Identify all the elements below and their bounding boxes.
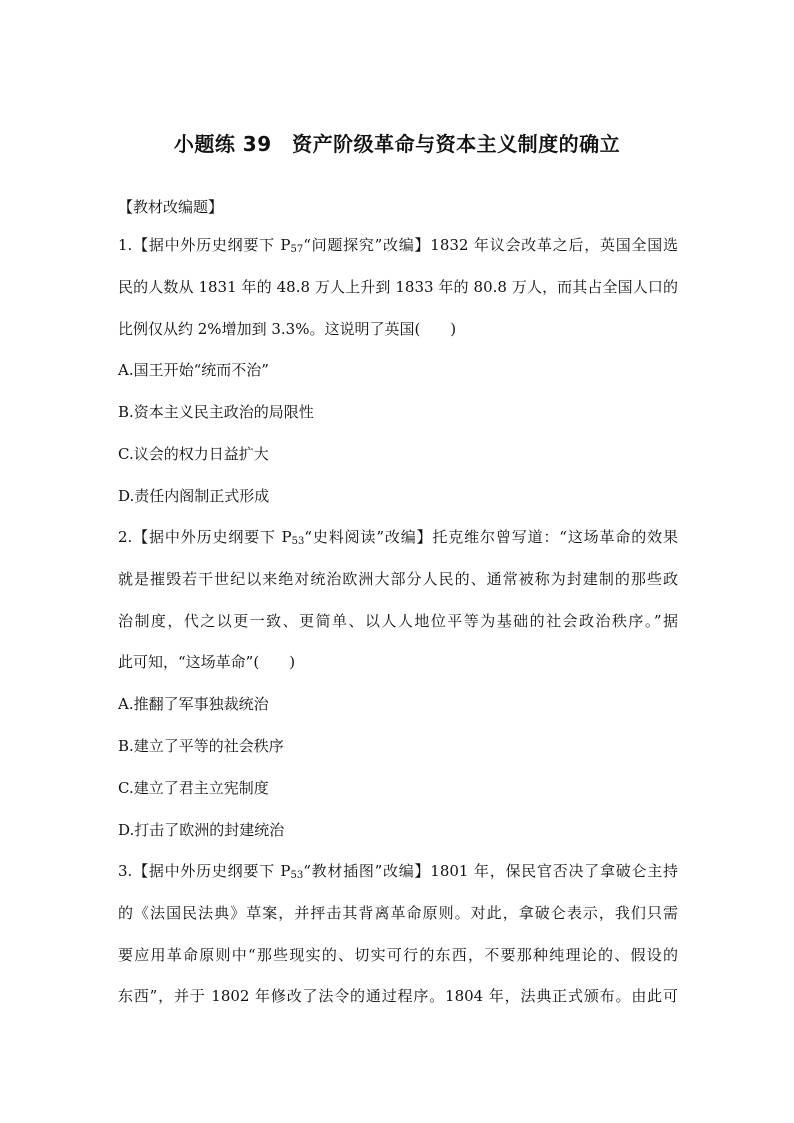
question-1-option-b: B.资本主义民主政治的局限性: [118, 403, 314, 422]
question-1-line-1: 1.【据中外历史纲要下 $P_{57}“$问题探究”改编】1832 年议会改革之后，英国全国选: [118, 236, 678, 255]
question-2-option-a: A.推翻了军事独裁统治: [118, 695, 269, 714]
question-2-line-2: 就是摧毁若干世纪以来绝对统治欧洲大部分人民的、通常被称为封建制的那些政: [118, 569, 678, 588]
question-1-option-c: C.议会的权力日益扩大: [118, 444, 269, 463]
question-1-line-3: 比例仅从约 2%增加到 3.3%。这说明了英国( ): [118, 319, 457, 338]
question-2-option-d: D.打击了欧洲的封建统治: [118, 820, 285, 839]
question-3-line-4: 东西”，并于 1802 年修改了法令的通过程序。1804 年，法典正式颁布。由此可: [118, 987, 678, 1006]
question-3-line-1: 3.【据中外历史纲要下 $P_{53}“$教材插图”改编】1801 年，保民官否决了拿破仑主持: [118, 862, 678, 881]
question-1-option-d: D.责任内阁制正式形成: [118, 486, 270, 505]
question-2-line-3: 治制度，代之以更一致、更简单、以人人地位平等为基础的社会政治秩序。”据: [118, 611, 678, 630]
question-2-option-c: C.建立了君主立宪制度: [118, 778, 269, 797]
question-2-line-1: 2.【据中外历史纲要下 $P_{53}“$史料阅读”改编】托克维尔曾写道：“这场革命的效果: [118, 528, 678, 547]
question-1-line-2: 民的人数从 1831 年的 48.8 万人上升到 1833 年的 80.8 万人，而其占全国人口的: [118, 277, 678, 296]
question-1: [118, 225, 678, 518]
question-2-line-4: 此可知，“这场革命”( ): [118, 653, 296, 672]
page-title: 小题练 39 资产阶级革命与资本主义制度的确立: [173, 132, 621, 156]
question-1-option-a: A.国王开始“统而不治”: [118, 361, 269, 380]
question-2: [118, 517, 678, 851]
section-label: 【教材改编题】: [118, 198, 224, 216]
question-3: [118, 851, 678, 1018]
question-3-line-3: 要应用革命原则中“那些现实的、切实可行的东西，不要那种纯理论的、假设的: [118, 945, 678, 964]
question-3-line-2: 的《法国民法典》草案，并抨击其背离革命原则。对此，拿破仑表示，我们只需: [118, 903, 678, 922]
question-2-option-b: B.建立了平等的社会秩序: [118, 736, 284, 755]
